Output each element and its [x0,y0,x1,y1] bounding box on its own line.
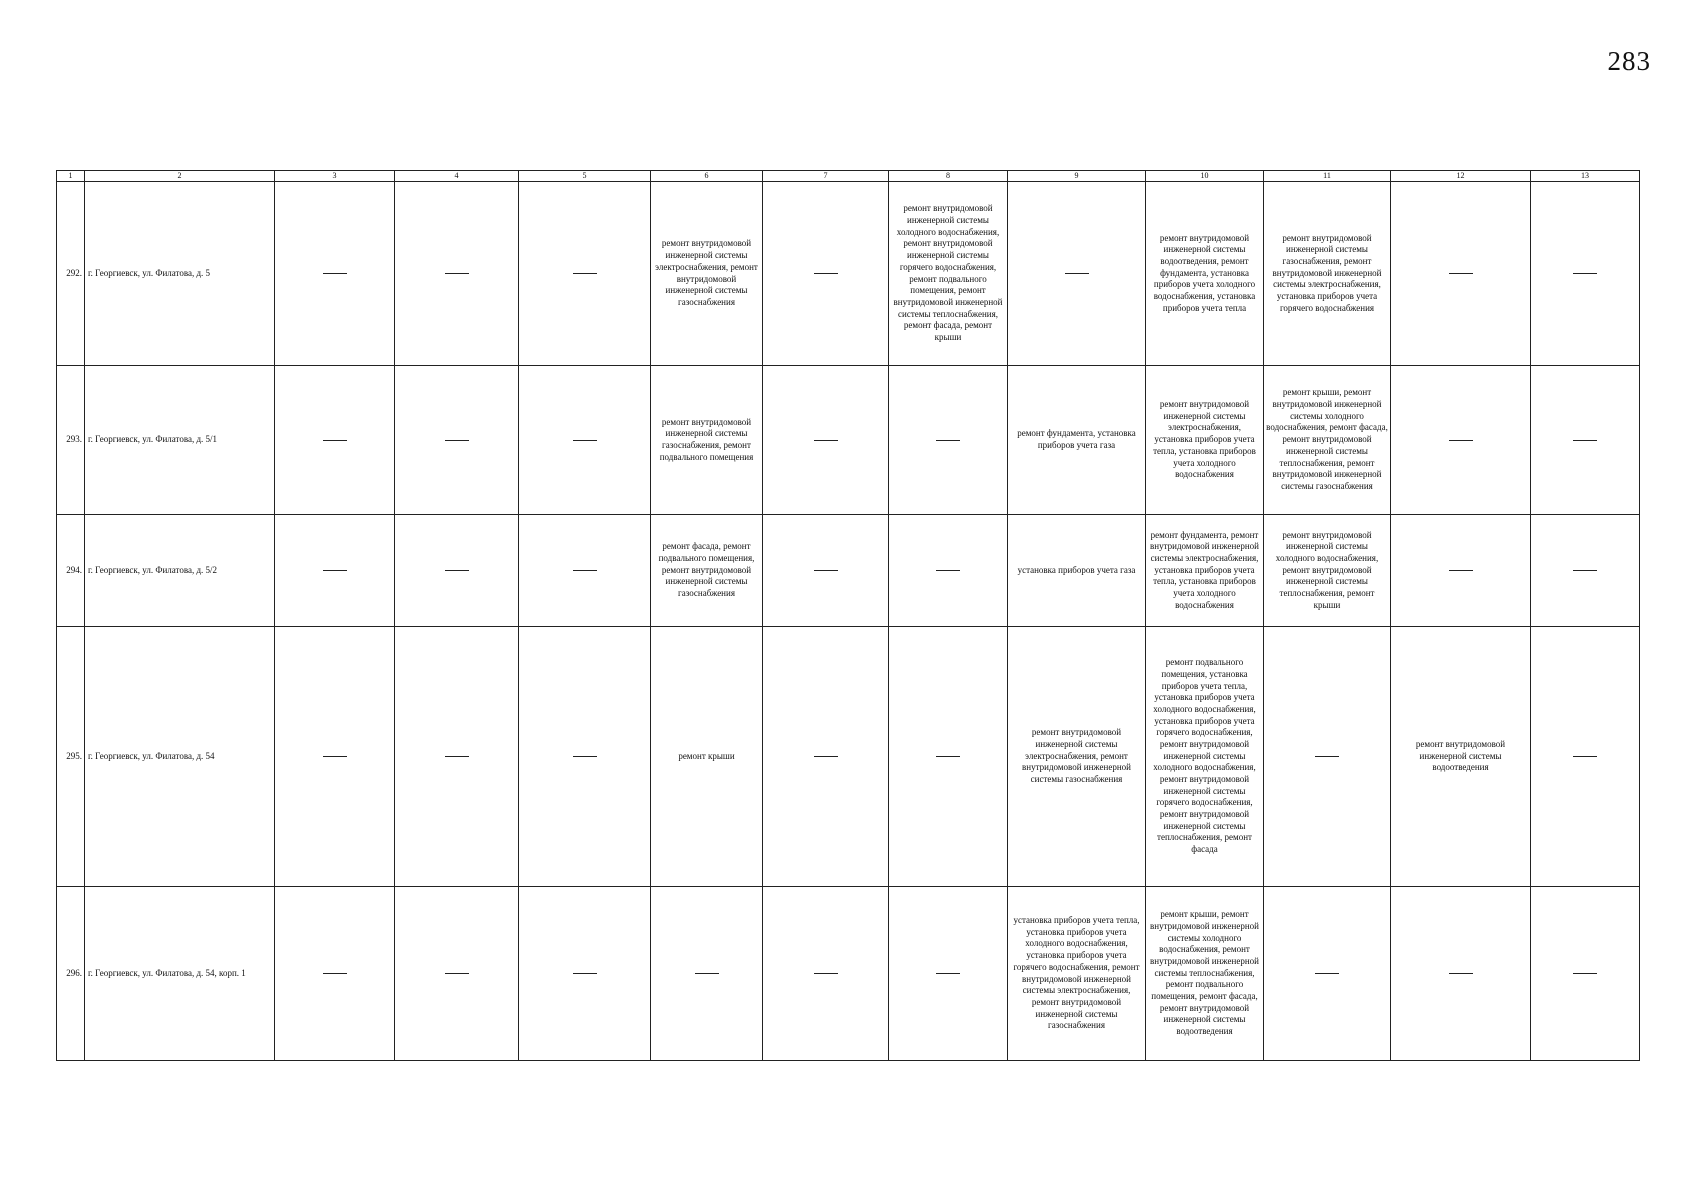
empty-cell [519,182,651,366]
row-number: 295. [57,627,85,887]
dash-mark [445,273,469,274]
empty-cell [275,627,395,887]
empty-cell [889,627,1008,887]
dash-mark [1449,273,1473,274]
dash-mark [1573,570,1597,571]
dash-mark [1573,273,1597,274]
address-cell: г. Георгиевск, ул. Филатова, д. 5 [85,182,275,366]
empty-cell [1531,182,1640,366]
empty-cell [519,515,651,627]
dash-mark [573,756,597,757]
column-header: 8 [889,171,1008,182]
empty-cell [395,515,519,627]
column-header: 13 [1531,171,1640,182]
work-cell: ремонт внутридомовой инженерной системы электроснабжения, установка приборов учета тепла, установка приборов учета холодного водоснабжения [1146,366,1264,515]
empty-cell [763,627,889,887]
address-cell: г. Георгиевск, ул. Филатова, д. 54, корп. 1 [85,887,275,1061]
empty-cell [889,887,1008,1061]
dash-mark [936,973,960,974]
empty-cell [395,627,519,887]
column-header: 7 [763,171,889,182]
dash-mark [1449,973,1473,974]
address-cell: г. Георгиевск, ул. Филатова, д. 54 [85,627,275,887]
address-cell: г. Георгиевск, ул. Филатова, д. 5/1 [85,366,275,515]
column-header: 12 [1391,171,1531,182]
empty-cell [395,887,519,1061]
empty-cell [519,887,651,1061]
column-header: 11 [1264,171,1391,182]
dash-mark [1065,273,1089,274]
empty-cell [651,887,763,1061]
work-cell: установка приборов учета тепла, установка приборов учета холодного водоснабжения, установка приборов учета горячего водоснабжения, ремонт внутридомовой инженерной системы электроснабжения, ремонт внутридомовой инженерной системы газоснабжения [1008,887,1146,1061]
dash-mark [936,756,960,757]
table-row [57,515,1640,627]
column-header: 1 [57,171,85,182]
work-cell: ремонт внутридомовой инженерной системы холодного водоснабжения, ремонт внутридомовой инженерной системы теплоснабжения, ремонт крыши [1264,515,1391,627]
row-number: 293. [57,366,85,515]
work-cell: ремонт фундамента, ремонт внутридомовой инженерной системы электроснабжения, установка приборов учета тепла, установка приборов учета холодного водоснабжения [1146,515,1264,627]
column-header: 2 [85,171,275,182]
dash-mark [936,570,960,571]
column-header: 6 [651,171,763,182]
empty-cell [1391,182,1531,366]
dash-mark [936,440,960,441]
work-cell: ремонт внутридомовой инженерной системы газоснабжения, ремонт внутридомовой инженерной системы электроснабжения, установка приборов учета горячего водоснабжения [1264,182,1391,366]
work-cell: ремонт фундамента, установка приборов учета газа [1008,366,1146,515]
table-row [57,627,1640,887]
dash-mark [573,973,597,974]
dash-mark [695,973,719,974]
dash-mark [814,756,838,757]
work-cell: ремонт крыши, ремонт внутридомовой инженерной системы холодного водоснабжения, ремонт внутридомовой инженерной системы теплоснабжения, ремонт подвального помещения, ремонт фасада, ремонт внутридомовой инженерной системы водоотведения [1146,887,1264,1061]
dash-mark [1573,756,1597,757]
empty-cell [1264,887,1391,1061]
column-header: 4 [395,171,519,182]
work-cell: ремонт внутридомовой инженерной системы холодного водоснабжения, ремонт внутридомовой инженерной системы горячего водоснабжения, ремонт подвального помещения, ремонт внутридомовой инженерной системы теплоснабжения, ремонт фасада, ремонт крыши [889,182,1008,366]
dash-mark [1315,973,1339,974]
empty-cell [395,182,519,366]
dash-mark [814,273,838,274]
work-cell: ремонт внутридомовой инженерной системы водоотведения, ремонт фундамента, установка приборов учета холодного водоснабжения, установка приборов учета тепла [1146,182,1264,366]
dash-mark [814,440,838,441]
row-number: 296. [57,887,85,1061]
empty-cell [1531,627,1640,887]
row-number: 294. [57,515,85,627]
dash-mark [1449,440,1473,441]
page-number: 283 [1607,46,1651,76]
repair-schedule-table [56,170,1640,1061]
dash-mark [573,440,597,441]
work-cell: установка приборов учета газа [1008,515,1146,627]
column-header: 3 [275,171,395,182]
dash-mark [1573,973,1597,974]
dash-mark [323,440,347,441]
empty-cell [1391,515,1531,627]
dash-mark [323,273,347,274]
dash-mark [573,273,597,274]
dash-mark [1573,440,1597,441]
dash-mark [323,570,347,571]
empty-cell [1531,887,1640,1061]
work-cell: ремонт внутридомовой инженерной системы электроснабжения, ремонт внутридомовой инженерной системы газоснабжения [651,182,763,366]
dash-mark [1449,570,1473,571]
empty-cell [275,887,395,1061]
dash-mark [445,756,469,757]
empty-cell [519,366,651,515]
column-header: 10 [1146,171,1264,182]
table-row [57,887,1640,1061]
empty-cell [519,627,651,887]
dash-mark [323,973,347,974]
empty-cell [1531,366,1640,515]
table-row [57,366,1640,515]
dash-mark [573,570,597,571]
work-cell: ремонт крыши [651,627,763,887]
row-number: 292. [57,182,85,366]
empty-cell [1008,182,1146,366]
dash-mark [814,570,838,571]
column-number-row [57,171,1640,182]
empty-cell [1391,366,1531,515]
empty-cell [395,366,519,515]
empty-cell [763,182,889,366]
table-row [57,182,1640,366]
column-header: 5 [519,171,651,182]
column-header: 9 [1008,171,1146,182]
dash-mark [445,440,469,441]
work-cell: ремонт фасада, ремонт подвального помещения, ремонт внутридомовой инженерной системы газоснабжения [651,515,763,627]
dash-mark [445,570,469,571]
empty-cell [889,515,1008,627]
empty-cell [275,515,395,627]
dash-mark [1315,756,1339,757]
empty-cell [763,515,889,627]
work-cell: ремонт внутридомовой инженерной системы водоотведения [1391,627,1531,887]
empty-cell [763,887,889,1061]
empty-cell [275,182,395,366]
work-cell: ремонт внутридомовой инженерной системы электроснабжения, ремонт внутридомовой инженерной системы газоснабжения [1008,627,1146,887]
work-cell: ремонт подвального помещения, установка приборов учета тепла, установка приборов учета холодного водоснабжения, установка приборов учета горячего водоснабжения, ремонт внутридомовой инженерной системы холодного водоснабжения, ремонт внутридомовой инженерной системы горячего водоснабжения, ремонт внутридомовой инженерной системы теплоснабжения, ремонт фасада [1146,627,1264,887]
empty-cell [1531,515,1640,627]
empty-cell [1264,627,1391,887]
dash-mark [445,973,469,974]
empty-cell [275,366,395,515]
empty-cell [889,366,1008,515]
work-cell: ремонт крыши, ремонт внутридомовой инженерной системы холодного водоснабжения, ремонт фасада, ремонт внутридомовой инженерной системы теплоснабжения, ремонт внутридомовой инженерной системы газоснабжения [1264,366,1391,515]
empty-cell [763,366,889,515]
dash-mark [814,973,838,974]
work-cell: ремонт внутридомовой инженерной системы газоснабжения, ремонт подвального помещения [651,366,763,515]
empty-cell [1391,887,1531,1061]
dash-mark [323,756,347,757]
address-cell: г. Георгиевск, ул. Филатова, д. 5/2 [85,515,275,627]
